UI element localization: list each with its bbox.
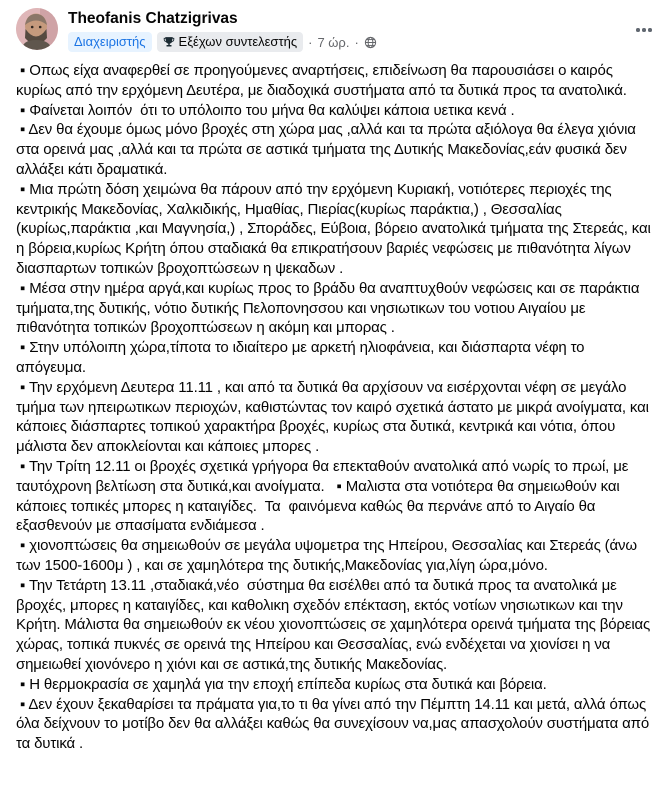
post-paragraph: ▪ Δεν θα έχουμε όμως μόνο βροχές στη χώρα μας ,αλλά και τα πρώτα αξιόλογα θα έλεγα χιόνια στα ορεινά μας ,αλλά και τα πρώτα σε αστικά τμήματα της Δυτικής Μακεδονίας,εάν φυσικά δεν αλλάξει κάτι δραματικά.: [16, 121, 640, 178]
post-paragraph: ▪ χιονοπτώσεις θα σημειωθούν σε μεγάλα υψομετρα της Ηπείρου, Θεσσαλίας και Στερεάς (άνω των 1500-1600μ ) , και σε χαμηλότερα της δυτικής,Μακεδονίας για,λίγη ώρα,μόνο.: [16, 537, 641, 574]
post-paragraph: ▪ Μια πρώτη δόση χειμώνα θα πάρουν από την ερχόμενη Κυριακή, νοτιότερες περιοχές της κεντρικής Μακεδονίας, Χαλκιδικής, Ημαθίας, Πιερίας(κυρίως παράκτια,) , Θεσσαλίας (κυρίως,παράκτια ,και Μαγνησία,) , Σποράδες, Εύβοια, βόρειο ανατολικά τμήματα της Στερεάς, και η βόρεια,κυρίως Κρήτη όπου σταδιακά θα επικρατήσουν βαριές νεφώσεις με πιθανότητα λίγων διασπαρτων τοπικών βροχοπτώσεων η ψεκαδων .: [16, 180, 655, 277]
profile-photo: [16, 8, 58, 50]
timestamp[interactable]: 7 ώρ.: [317, 34, 350, 50]
post-paragraph: ▪ Οπως είχα αναφερθεί σε προηγούμενες αναρτήσεις, επιδείνωση θα παρουσιάσει ο καιρός κυρίως από την ερχόμενη Δευτέρα, με διαδοχικά συστήματα από τα δυτικά προς τα ανατολικά.: [16, 62, 627, 99]
post-paragraph: ▪ Την Τρίτη 12.11 οι βροχές σχετικά γρήγορα θα επεκταθούν ανατολικά από νωρίς το πρωί, με ταυτόχρονη βελτίωση στα δυτικά,και ανοίγματα. ▪ Μαλιστα στα νοτιότερα θα σημειωθούν και κάποιες τοπικές μπορες η καταιγίδες. Τα φαινόμενα καθώς θα περνάνε από το Αιγαίο θα εξασθενούν με σπασίματα ενδιάμεσα .: [16, 457, 633, 535]
post-header-info: [68, 8, 656, 52]
trophy-icon: [163, 36, 175, 48]
post-paragraph: ▪ Δεν έχουν ξεκαθαρίσει τα πράματα για,το τι θα γίνει από την Πέμπτη 14.11 και μετά, αλλά όπως όλα δείχνουν το μοτίβο δεν θα αλλάξει καθώς θα συνεχίσουν να,μας απασχολούν συστήματα από τα δυτικά .: [16, 695, 654, 753]
more-options-button[interactable]: [632, 20, 656, 40]
post-header: [16, 8, 656, 52]
meta-separator: ·: [308, 34, 313, 50]
top-contributor-label: Εξέχων συντελεστής: [178, 34, 298, 49]
post-content: [16, 61, 656, 754]
more-options-icon: [636, 28, 640, 32]
post-paragraph: ▪ Μέσα στην ημέρα αργά,και κυρίως προς το βράδυ θα αναπτυχθούν νεφώσεις και σε παράκτια τμήματα,της δυτικής, νότιο δυτικής Πελοπονησσου και νησιωτικων του νοτιου Αιγαίου με πιθανότητα τοπικών βροχοπτώσεων η ακόμη και μπορας .: [16, 279, 644, 337]
post-paragraph: ▪ Φαίνεται λοιπόν ότι το υπόλοιπο του μήνα θα καλύψει κάποια υετικα κενά .: [16, 101, 515, 119]
post-paragraph: ▪ Στην υπόλοιπη χώρα,τίποτα το ιδιαίτερο με αρκετή ηλιοφάνεια, και διάσπαρτα νέφη το απόγευμα.: [16, 339, 589, 376]
post-paragraph: ▪ Η θερμοκρασία σε χαμηλά για την εποχή επίπεδα κυρίως στα δυτικά και βόρεια.: [16, 675, 547, 693]
meta-separator: ·: [354, 34, 359, 50]
globe-icon: [364, 36, 377, 49]
post-meta-row: [68, 32, 656, 52]
more-options-icon: [648, 28, 652, 32]
more-options-icon: [642, 28, 646, 32]
post-paragraph: ▪ Την Τετάρτη 13.11 ,σταδιακά,νέο σύστημα θα εισέλθει από τα δυτικά προς τα ανατολικά με βροχές, μπορες η καταιγίδες, και καθολικη σχεδόν επέκταση, εκτός νοτίων νησιωτικων και την Κρήτη. Μάλιστα θα σημειωθούν εκ νέου χιονοπτώσεις σε χαμηλότερα ορεινά τμήματα της βόρειας χώρας, τοπικά πυκνές σε ορεινά της Ηπείρου και Θεσσαλίας, ενώ ενδέχεται να χιονίσει η να σημειωθεί χιονόνερο η χιόνι και σε αστικά,της δυτικής Μακεδονίας.: [16, 576, 655, 673]
top-contributor-badge[interactable]: [157, 32, 304, 52]
post-paragraph: ▪ Την ερχόμενη Δευτερα 11.11 , και από τα δυτικά θα αρχίσουν να εισέρχονται νέφη σε μεγάλο τμήμα των ηπειρωτικων περιοχών, καθιστώντας τον καιρό σχετικά άστατο με μικρά ανοίγματα, και κάποιες διάσπαρτες τοπικού χαρακτήρα βροχές, κυρίως στα δυτικά, κεντρικά και νότια, όπου μάλιστα δεν αποκλείονται και κάποιες μπορες .: [16, 378, 653, 456]
admin-badge: Διαχειριστής: [68, 32, 152, 52]
avatar[interactable]: [16, 8, 58, 50]
author-name[interactable]: Theofanis Chatzigrivas: [68, 10, 238, 27]
